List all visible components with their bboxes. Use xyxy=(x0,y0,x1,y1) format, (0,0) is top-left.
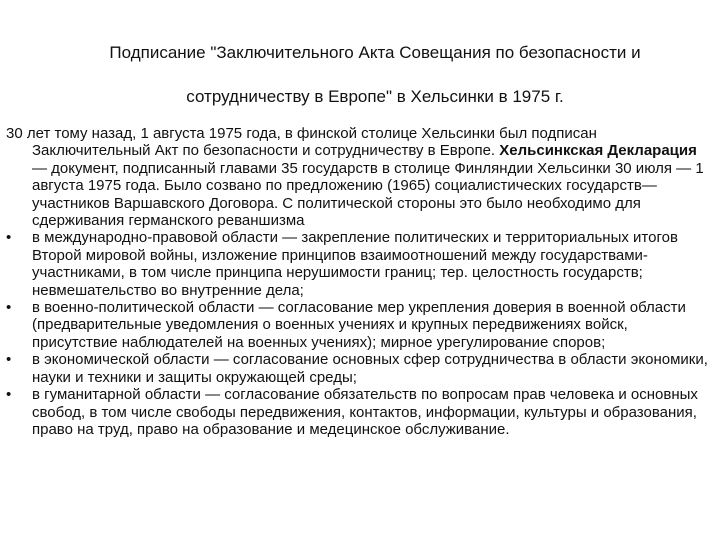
bullet-icon: • xyxy=(6,351,12,369)
bullet-text: в гуманитарной области — согласование обязательств по вопросам прав человека и основных свобод, в том числе свободы передвижения, контактов, информации, культуры и образования, право на труд, право на образование и медецинское обслуживание. xyxy=(32,386,698,438)
bullet-item-economic xyxy=(6,351,708,386)
intro-paragraph xyxy=(6,125,708,229)
bullet-icon: • xyxy=(6,299,12,317)
bullet-text: в экономической области — согласование основных сфер сотрудничества в области экономики, науки и техники и защиты окружающей среды; xyxy=(32,351,708,386)
bullet-item-humanitarian xyxy=(6,386,708,438)
intro-text-2: — документ, подписанный главами 35 государств в столице Финляндии Хельсинки 30 июля — 1 августа 1975 года. Было созвано по предложению (1965) социалистических государств—участников Варшавского Договора. С политической стороны это было необходимо для сдерживания германского реваншизма xyxy=(32,159,704,230)
slide-title-line-1: Подписание "Заключительного Акта Совещания по безопасности и xyxy=(109,43,641,62)
bullet-text: в международно-правовой области — закрепление политических и территориальных итогов Второй мировой войны, изложение принципов взаимоотношений между государствами-участниками, в том числе принципа нерушимости границ; тер. целостность государств; невмешательство во внутренние дела; xyxy=(32,229,678,299)
bullet-item-international-law xyxy=(6,229,708,299)
bullet-list xyxy=(6,229,708,438)
intro-text-1: 30 лет тому назад, 1 августа 1975 года, в финской столице Хельсинки был подписан Заключительный Акт по безопасности и сотрудничеству в Европе. xyxy=(6,125,597,160)
slide-title-line-2: сотрудничеству в Европе" в Хельсинки в 1975 г. xyxy=(186,87,564,106)
bullet-item-military-political xyxy=(6,299,708,351)
bullet-icon: • xyxy=(6,386,12,404)
bullet-text: в военно-политической области — согласование мер укрепления доверия в военной области (предварительные уведомления о военных учениях и крупных передвижениях войск, присутствие наблюдателей на военных учениях); мирное урегулирование споров; xyxy=(32,299,686,351)
bullet-icon: • xyxy=(6,229,12,247)
intro-bold-term: Хельсинкская Декларация xyxy=(499,142,697,160)
slide-body xyxy=(6,125,708,438)
